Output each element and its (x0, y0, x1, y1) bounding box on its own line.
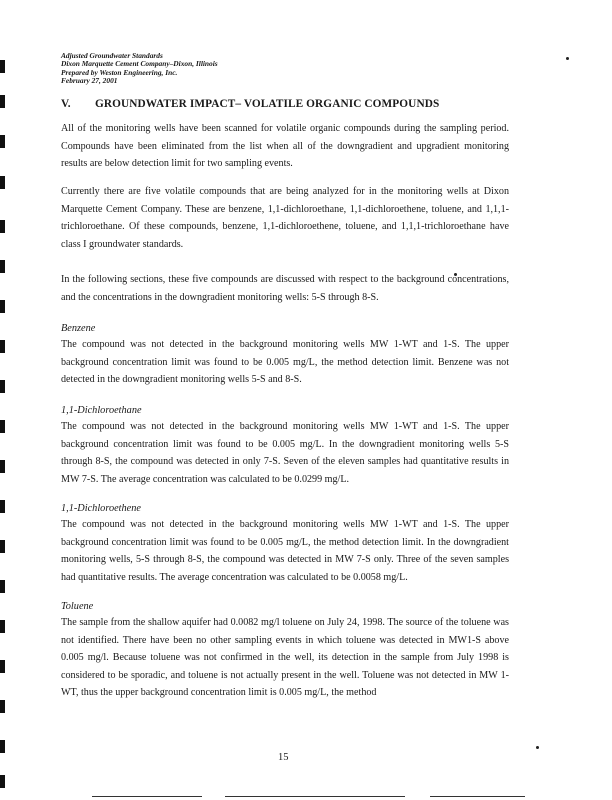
paragraph-following: In the following sections, these five compounds are discussed with respect to the background concentrations, and the concentrations in the downgradient monitoring wells: 5-S through 8-S. (61, 274, 509, 303)
binding-mark (0, 740, 5, 753)
binding-marks (0, 0, 6, 800)
section-heading: GROUNDWATER IMPACT– VOLATILE ORGANIC COMPOUNDS (95, 98, 440, 110)
header-line: February 27, 2001 (61, 75, 118, 85)
binding-mark (0, 460, 5, 473)
header-line: Dixon Marquette Cement Company–Dixon, Illinois (61, 59, 218, 69)
binding-mark (0, 420, 5, 433)
binding-mark (0, 60, 5, 73)
binding-mark (0, 580, 5, 593)
scan-speck (566, 57, 569, 60)
subhead-dichloroethane: 1,1-Dichloroethane (61, 405, 142, 416)
document-header (61, 52, 218, 85)
section-title (61, 98, 439, 110)
binding-mark (0, 660, 5, 673)
binding-mark (0, 340, 5, 353)
binding-mark (0, 300, 5, 313)
binding-mark (0, 775, 5, 788)
paragraph-toluene: The sample from the shallow aquifer had 0.0082 mg/l toluene on July 24, 1998. The source of the toluene was not identified. There have been no other sampling events in which toluene was detected in MW1-S above 0.005 mg/l. Because toluene was not confirmed in the well, its detection in the sample from July 1998 is considered to be sporadic, and toluene is not actually present in the well. Toluene was not detected in MW 1-WT, thus the upper background concentration limit is 0.005 mg/L, the method (61, 617, 509, 699)
binding-mark (0, 380, 5, 393)
bottom-rule (225, 796, 405, 797)
header-line: Prepared by Weston Engineering, Inc. (61, 67, 178, 77)
page-number: 15 (278, 752, 289, 763)
binding-mark (0, 135, 5, 148)
binding-mark (0, 620, 5, 633)
binding-mark (0, 95, 5, 108)
section-number: V. (61, 98, 71, 110)
binding-mark (0, 220, 5, 233)
subhead-benzene: Benzene (61, 323, 96, 334)
header-line: Adjusted Groundwater Standards (61, 51, 163, 60)
binding-mark (0, 500, 5, 513)
binding-mark (0, 540, 5, 553)
bottom-rule (92, 796, 202, 797)
scan-speck (536, 746, 539, 749)
paragraph-benzene: The compound was not detected in the background monitoring wells MW 1-WT and 1-S. The upper background concentration limit was found to be 0.005 mg/L, the method detection limit. Benzene was not detected in the downgradient monitoring wells 5-S and 8-S. (61, 339, 509, 386)
paragraph-dichloroethene: The compound was not detected in the background monitoring wells MW 1-WT and 1-S. The upper background concentration limit was found to be 0.005 mg/L, the method detection limit. In the downgradient monitoring wells, 5-S through 8-S, the compound was detected in MW 7-S only. Three of the seven samples had quantitative results. The average concentration was calculated to be 0.0058 mg/L. (61, 519, 509, 583)
binding-mark (0, 260, 5, 273)
subhead-toluene: Toluene (61, 601, 94, 612)
bottom-rule (430, 796, 525, 797)
binding-mark (0, 176, 5, 189)
paragraph-currently: Currently there are five volatile compounds that are being analyzed for in the monitoring wells at Dixon Marquette Cement Company. These are benzene, 1,1-dichloroethane, 1,1-dichloroethene, toluene, and 1,1,1-trichloroethane. Of these compounds, benzene, 1,1-dichloroethene, toluene, and 1,1,1-trichloroethane have class I groundwater standards. (61, 186, 509, 250)
paragraph-dichloroethane: The compound was not detected in the background monitoring wells MW 1-WT and 1-S. The upper background concentration limit was found to be 0.005 mg/L. In the downgradient monitoring wells 5-S through 8-S, the compound was detected in only 7-S. Seven of the eleven samples had quantitative results in MW 7-S. The average concentration was calculated to be 0.0299 mg/L. (61, 421, 509, 485)
binding-mark (0, 700, 5, 713)
subhead-dichloroethene: 1,1-Dichloroethene (61, 503, 141, 514)
paragraph-intro: All of the monitoring wells have been scanned for volatile organic compounds during the sampling period. Compounds have been eliminated from the list when all of the downgradient and upgradient monitoring results are below detection limit for two sampling events. (61, 123, 509, 170)
